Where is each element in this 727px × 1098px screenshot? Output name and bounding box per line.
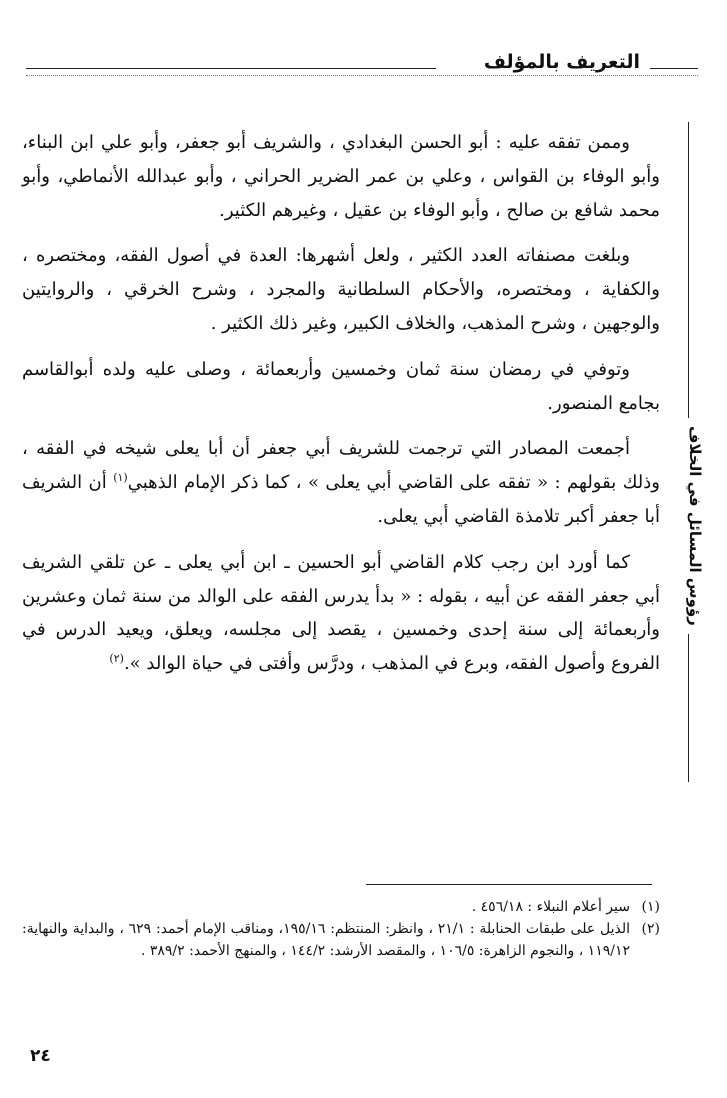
header-title: التعريف بالمؤلف <box>483 51 640 73</box>
header-rule-left <box>26 68 436 69</box>
footnote-number: (٢) <box>641 921 660 937</box>
paragraph-students: وممن تفقه عليه : أبو الحسن البغدادي ، والشريف أبو جعفر، وأبو علي ابن البناء، وأبو الوفاء بن القواس ، وعلي بن عمر الضرير الحراني ، وأبو عبدالله الأنماطي، وأبو محمد شافع بن صالح ، وأبو الوفاء بن عقيل ، وغيرهم الكثير. <box>22 132 660 221</box>
main-text <box>22 126 660 693</box>
footnote-ref-2: (٢) <box>109 652 124 666</box>
page-number: ٢٤ <box>30 1046 51 1066</box>
side-rule-bottom <box>688 634 689 782</box>
paragraph-sources-text-end: أن الشريف أبا جعفر أكبر تلامذة القاضي أبي يعلى. <box>22 472 660 527</box>
header-rule-right <box>650 68 698 69</box>
footnote-text: الذيل على طبقات الحنابلة : ٢١/١ ، وانظر: المنتظم: ١٩٥/١٦، ومناقب الإمام أحمد: ٦٢٩ ، والبداية والنهاية: ١١٩/١٢ ، والنجوم الزاهرة: ١٠٦/٥ ، والمقصد الأرشد: ١٤٤/٢ ، والمنهج الأحمد: ٣٨٩/٢ . <box>22 921 630 959</box>
side-rule-top <box>688 122 689 418</box>
paragraph-sources <box>22 432 660 533</box>
footnote-separator <box>366 884 652 885</box>
footnote-ref-1: (١) <box>113 471 128 485</box>
footnote-1 <box>22 896 660 918</box>
side-running-title: رؤوس المسائل في الخلاف <box>686 426 704 626</box>
footnote-2 <box>22 918 660 962</box>
footnote-text: سير أعلام النبلاء : ٤٥٦/١٨ . <box>471 899 630 915</box>
footnote-number: (١) <box>641 899 660 915</box>
paragraph-death: وتوفي في رمضان سنة ثمان وخمسين وأربعمائة ، وصلى عليه ولده أبوالقاسم بجامع المنصور. <box>22 358 660 414</box>
paragraph-sources-text: أجمعت المصادر التي ترجمت للشريف أبي جعفر أن أبا يعلى شيخه في الفقه ، وذلك بقولهم : « تفقه على القاضي أبي يعلى » ، كما ذكر الإمام الذهبي <box>22 438 660 494</box>
running-header <box>26 48 698 76</box>
footnotes <box>22 896 660 962</box>
paragraph-ibn-rajab-text: كما أورد ابن رجب كلام القاضي أبو الحسين ـ ابن أبي يعلى ـ عن تلقي الشريف أبي جعفر الفقه عن أبيه ، بقوله : « بدأ يدرس الفقه على الوالد من سنة ثمان وعشرين وأربعمائة إلى سنة إحدى وخمسين ، يقصد إلى مجلسه، ويعلق، ويعيد الدرس في الفروع وأصول الفقه، وبرع في المذهب ، ودرَّس وأفتى في حياة الوالد ». <box>22 551 660 675</box>
paragraph-ibn-rajab <box>22 546 660 681</box>
paragraph-works: وبلغت مصنفاته العدد الكثير ، ولعل أشهرها: العدة في أصول الفقه، ومختصره ، والكفاية ، ومختصره، والأحكام السلطانية والمجرد ، وشرح الخرقي ، والروايتين والوجهين ، وشرح المذهب، والخلاف الكبير، وغير ذلك الكثير . <box>22 245 660 334</box>
